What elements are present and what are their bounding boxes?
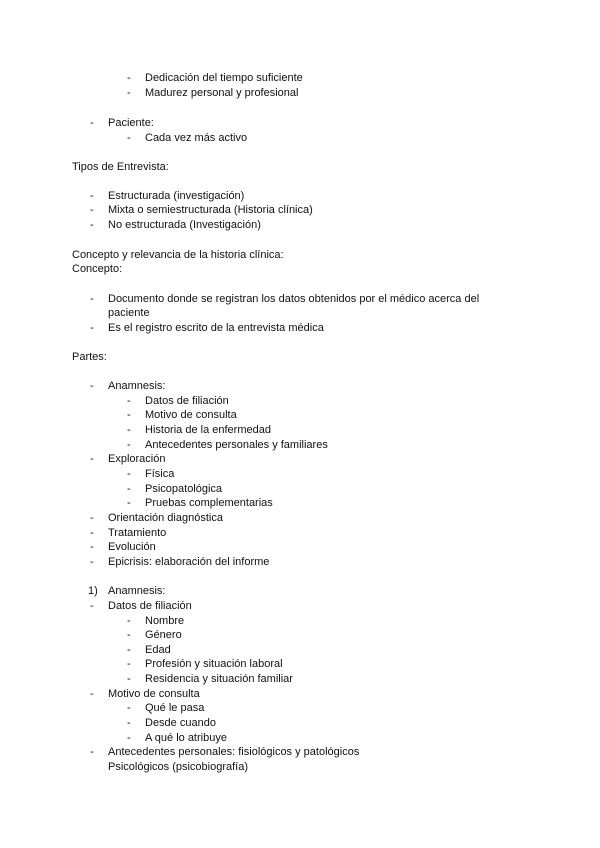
list-item: - Edad	[127, 644, 171, 656]
section-heading: Concepto:	[72, 263, 123, 275]
list-item: - Física	[127, 468, 175, 480]
list-item: - Psicopatológica	[127, 483, 223, 495]
list-item: - Nombre	[127, 615, 185, 627]
list-item: - Exploración	[90, 453, 166, 465]
numbered-item: 1) Anamnesis:	[88, 585, 166, 597]
list-item: - Es el registro escrito de la entrevista médica	[90, 322, 324, 334]
list-item: - Epicrisis: elaboración del informe	[90, 556, 270, 568]
list-item: - Tratamiento	[90, 527, 167, 539]
list-item: - Datos de filiación	[127, 395, 229, 407]
list-item: - Desde cuando	[127, 717, 216, 729]
section-heading: Partes:	[72, 351, 107, 363]
list-item: - Historia de la enfermedad	[127, 424, 271, 436]
list-item: - Documento donde se registran los datos obtenidos por el médico acerca del	[90, 293, 480, 305]
list-item: - Estructurada (investigación)	[90, 190, 245, 202]
list-item: - Qué le pasa	[127, 702, 205, 714]
list-item: - Anamnesis:	[90, 380, 166, 392]
list-item: - Mixta o semiestructurada (Historia clínica)	[90, 204, 313, 216]
list-item: - Dedicación del tiempo suficiente	[127, 72, 303, 84]
list-item: - Motivo de consulta	[127, 409, 237, 421]
list-item: - Antecedentes personales: fisiológicos y patológicos	[90, 746, 360, 758]
list-item: - No estructurada (Investigación)	[90, 219, 261, 231]
list-item-continuation: paciente	[108, 307, 150, 319]
list-item: - Motivo de consulta	[90, 688, 200, 700]
section-heading: Tipos de Entrevista:	[72, 161, 169, 173]
list-item: - A qué lo atribuye	[127, 732, 227, 744]
list-item: - Datos de filiación	[90, 600, 192, 612]
list-item: - Pruebas complementarias	[127, 497, 273, 509]
list-item: - Madurez personal y profesional	[127, 87, 299, 99]
list-item: - Evolución	[90, 541, 156, 553]
list-item: - Paciente:	[90, 117, 154, 129]
list-item: - Antecedentes personales y familiares	[127, 439, 328, 451]
list-item-continuation: Psicológicos (psicobiografía)	[108, 761, 249, 773]
list-item: - Profesión y situación laboral	[127, 658, 283, 670]
list-item: - Cada vez más activo	[127, 132, 248, 144]
section-heading: Concepto y relevancia de la historia clínica:	[72, 249, 284, 261]
list-item: - Residencia y situación familiar	[127, 673, 293, 685]
list-item: - Orientación diagnóstica	[90, 512, 223, 524]
list-item: - Género	[127, 629, 182, 641]
